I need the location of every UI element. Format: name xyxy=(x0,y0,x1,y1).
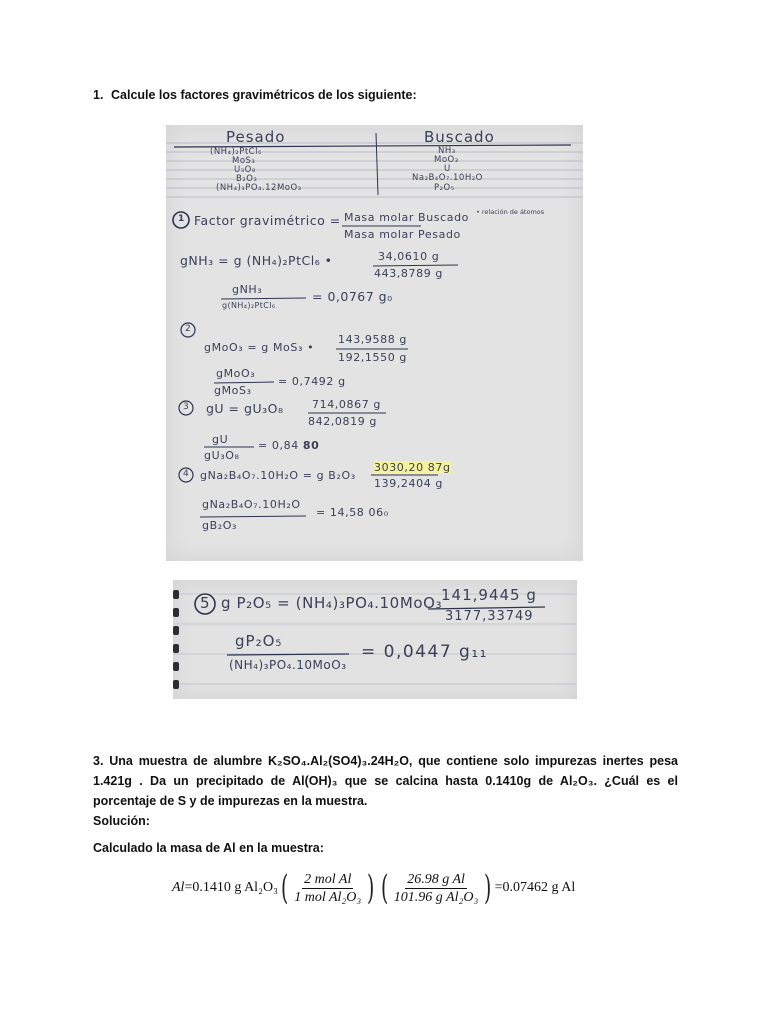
table-cell: U₃O₈ xyxy=(234,165,256,175)
fraction-1-denominator: 1 mol Al₂O₃ xyxy=(294,889,362,905)
item-5-marker: 5 xyxy=(200,594,210,612)
aluminum-mass-formula xyxy=(172,866,575,910)
item-1-equation: gNH₃ = g (NH₄)₂PtCl₆ • xyxy=(180,253,333,268)
item-4-result: = 14,58 06₀ xyxy=(316,506,389,519)
item-3-result-b: 80 xyxy=(302,439,320,452)
fraction-1-numerator: 2 mol Al xyxy=(304,871,352,887)
item-4-result-denominator: gB₂O₃ xyxy=(202,519,238,532)
question-3: 3. Una muestra de alumbre K₂SO₄.Al₂(SO4)₃.24H₂O, que contiene solo impurezas inertes pesa 1.421g . Da un precipitado de Al(OH)₃ que se calcina hasta 0.1410g de Al₂O₃. ¿Cuál es el porcentaje de S y de impurezas en la muestra. xyxy=(93,754,678,808)
table-header-buscado: Buscado xyxy=(424,128,495,146)
item-3-result-a: = 0,84 xyxy=(258,439,299,452)
table-cell: B₂O₃ xyxy=(236,174,258,184)
fraction-mole-ratio xyxy=(291,871,364,906)
item-3-numerator: 714,0867 g xyxy=(312,398,381,411)
item-4-denominator: 139,2404 g xyxy=(374,477,443,490)
item-2-result: = 0,7492 g xyxy=(278,375,346,388)
item-1-result: = 0,0767 g₀ xyxy=(312,289,393,304)
item-1-note: • relación de átomos xyxy=(476,208,545,216)
item-5-result-denominator: (NH₄)₃PO₄.10MoO₃ xyxy=(229,658,347,672)
item-1-definition: Factor gravimétrico = xyxy=(194,213,341,228)
item-3-result xyxy=(258,439,319,452)
table-cell: P₂O₅ xyxy=(434,183,455,193)
item-2-equation: gMoO₃ = g MoS₃ • xyxy=(204,341,315,354)
item-2-marker: 2 xyxy=(185,324,191,334)
item-1-numerator: 34,0610 g xyxy=(378,250,440,263)
question-1-number: 1. xyxy=(93,88,104,102)
table-cell: MoO₃ xyxy=(434,155,459,165)
fraction-2-denominator: 101.96 g Al₂O₃ xyxy=(393,889,479,905)
item-1-marker: 1 xyxy=(178,214,185,224)
table-cell: (NH₄)₂PtCl₆ xyxy=(210,147,262,157)
left-paren-icon: ( xyxy=(280,868,289,908)
fraction-molar-mass xyxy=(391,871,482,906)
item-2-result-denominator: gMoS₃ xyxy=(214,384,252,397)
formula-lhs: Al xyxy=(172,880,185,895)
question-1 xyxy=(93,88,417,102)
item-1-def-denominator: Masa molar Pesado xyxy=(344,228,461,241)
table-header-pesado: Pesado xyxy=(226,128,286,146)
right-paren-icon: ) xyxy=(484,868,492,908)
table-cell: NH₃ xyxy=(438,146,456,156)
item-1-def-numerator: Masa molar Buscado xyxy=(344,211,470,224)
item-1-result-numerator: gNH₃ xyxy=(232,283,263,296)
item-2-numerator: 143,9588 g xyxy=(338,333,407,346)
item-5-equation: g P₂O₅ = (NH₄)₃PO₄.10MoO₃ xyxy=(221,594,443,612)
item-4-marker: 4 xyxy=(183,469,189,479)
fraction-2-numerator: 26.98 g Al xyxy=(407,871,465,887)
item-3-result-numerator: gU xyxy=(212,433,229,446)
item-1-result-denominator: g(NH₄)₂PtCl₆ xyxy=(222,301,276,310)
table-cell: (NH₄)₃PO₄.12MoO₃ xyxy=(216,183,302,193)
calculation-label: Calculado la masa de Al en la muestra: xyxy=(93,841,324,855)
item-2-denominator: 192,1550 g xyxy=(338,351,407,364)
formula-result: =0.07462 g Al xyxy=(494,880,576,895)
item-4-equation: gNa₂B₄O₇.10H₂O = g B₂O₃ xyxy=(200,469,356,482)
item-4-result-numerator: gNa₂B₄O₇.10H₂O xyxy=(202,498,301,511)
item-5-numerator: 141,9445 g xyxy=(441,586,537,604)
item-2-result-numerator: gMoO₃ xyxy=(216,367,256,380)
question-1-text: Calcule los factores gravimétricos de los siguiente: xyxy=(111,88,417,102)
item-4-numerator: 3030,20 87g xyxy=(374,461,451,474)
item-5-result: = 0,0447 g₁₁ xyxy=(361,642,488,662)
table-cell: MoS₃ xyxy=(232,156,256,166)
notebook-photo-1 xyxy=(166,125,583,561)
item-3-denominator: 842,0819 g xyxy=(308,415,377,428)
item-5-denominator: 3177,33749 xyxy=(445,609,534,624)
notebook-photo-2 xyxy=(173,580,577,699)
solution-label: Solución: xyxy=(93,814,150,828)
table-cell: U xyxy=(444,164,451,174)
table-cell: Na₂B₄O₇.10H₂O xyxy=(412,173,483,183)
item-3-equation: gU = gU₃O₈ xyxy=(206,401,284,416)
item-5-result-numerator: gP₂O₅ xyxy=(235,632,283,650)
item-1-denominator: 443,8789 g xyxy=(374,267,443,280)
item-3-marker: 3 xyxy=(183,402,189,412)
formula-equals-mass: =0.1410 g Al₂O₃ xyxy=(184,880,278,895)
item-3-result-denominator: gU₃O₈ xyxy=(204,449,240,462)
left-paren-icon: ( xyxy=(380,868,388,908)
right-paren-icon: ) xyxy=(367,868,375,908)
